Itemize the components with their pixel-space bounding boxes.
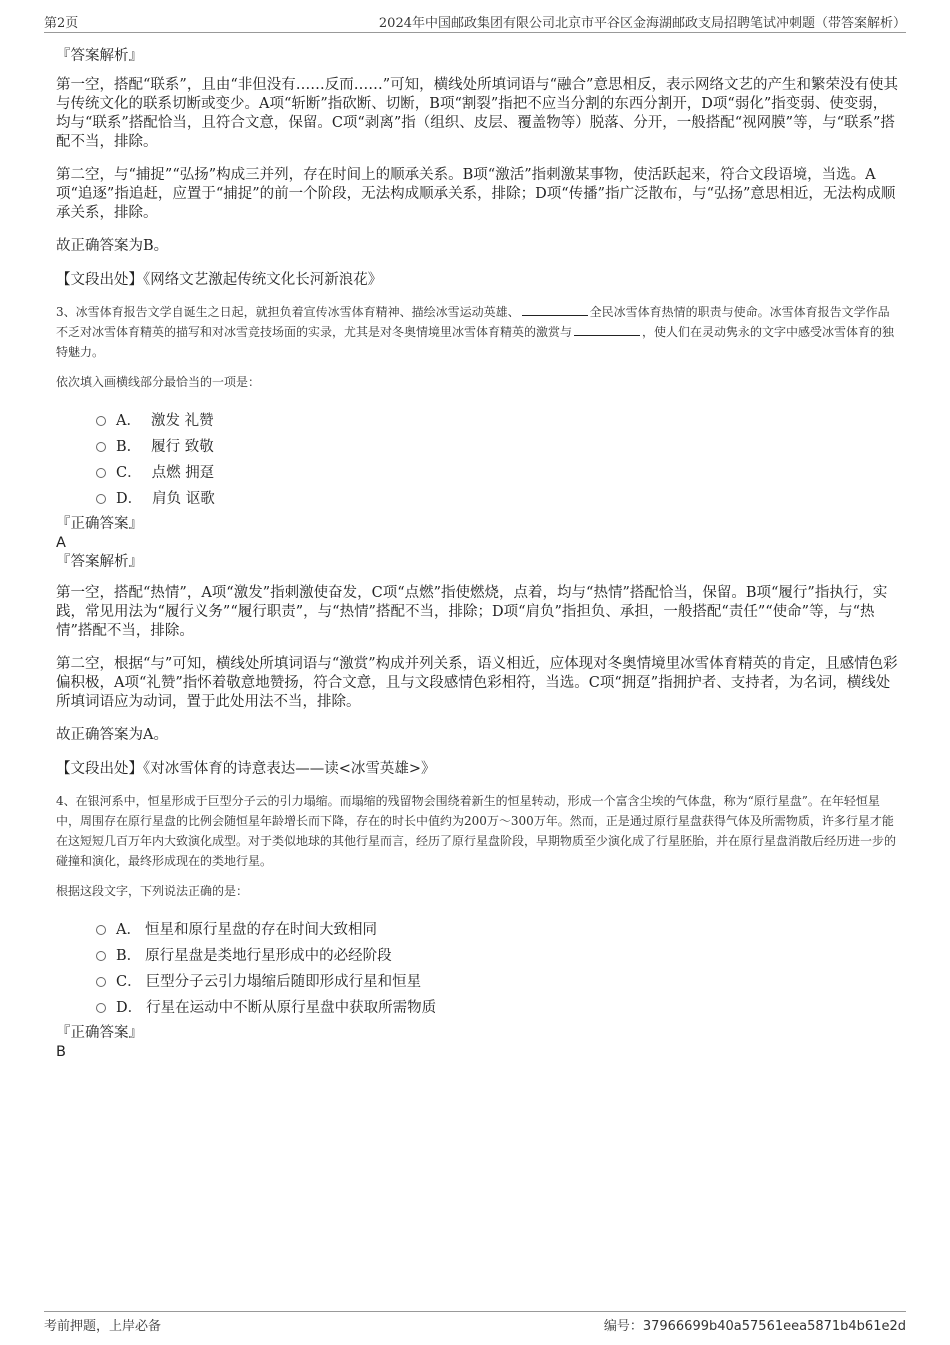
radio-icon[interactable] [96, 468, 106, 478]
code-value: 37966699b40a57561eea5871b4b61e2d [642, 1319, 906, 1334]
option-text: 原行星盘是类地行星形成中的必经阶段 [145, 947, 392, 964]
option-text: 履行 致敬 [151, 438, 214, 455]
answer-conclusion: 故正确答案为B。 [56, 238, 169, 254]
correct-answer-value: B [56, 1044, 66, 1060]
question-stem [56, 302, 900, 362]
option-text: 点燃 拥趸 [151, 464, 215, 481]
radio-icon[interactable] [96, 925, 106, 935]
option-letter: B． [116, 438, 142, 455]
option-d[interactable] [96, 993, 900, 1019]
option-letter: D． [116, 999, 143, 1016]
option-list [96, 915, 900, 1019]
page-footer [44, 1311, 906, 1334]
radio-icon[interactable] [96, 494, 106, 504]
question-instruction: 根据这段文字，下列说法正确的是： [56, 884, 249, 898]
radio-icon[interactable] [96, 951, 106, 961]
option-text: 肩负 讴歌 [152, 490, 215, 507]
option-b[interactable] [96, 432, 900, 458]
fill-blank [574, 323, 640, 336]
correct-answer-label: 『正确答案』 [56, 1025, 143, 1041]
page-content [56, 46, 900, 1061]
option-text: 巨型分子云引力塌缩后随即形成行星和恒星 [145, 973, 422, 990]
radio-icon[interactable] [96, 1003, 106, 1013]
analysis-label: 『答案解析』 [56, 554, 143, 570]
correct-answer-value: A [56, 535, 66, 551]
answer-conclusion: 故正确答案为A。 [56, 727, 168, 743]
code-label: 编号： [603, 1319, 643, 1334]
option-a[interactable] [96, 915, 900, 941]
analysis-label: 『答案解析』 [56, 48, 143, 64]
question-stem-part: 3、冰雪体育报告文学自诞生之日起，就担负着宣传冰雪体育精神、描绘冰雪运动英雄、 [56, 305, 520, 319]
option-letter: C． [116, 464, 142, 481]
question-instruction: 依次填入画横线部分最恰当的一项是： [56, 375, 261, 389]
passage-source: 【文段出处】《网络文艺激起传统文化长河新浪花》 [56, 272, 383, 288]
analysis-paragraph: 第一空，搭配“热情”，A项“激发”指刺激使奋发，C项“点燃”指使燃烧，点着，均与“热情”搭配恰当，保留。B项“履行”指执行，实践，常见用法为“履行义务”“履行职责”，与“热情”搭配不当，排除；D项“肩负”指担负、承担，一般搭配“责任”“使命”等，与“热情”搭配不当，排除。 [56, 585, 888, 639]
footer-slogan: 考前押题，上岸必备 [44, 1319, 162, 1334]
radio-icon[interactable] [96, 442, 106, 452]
question-stem-part: ，使人们在灵动隽永的文字中感受冰雪体育的独特魅力。 [56, 325, 895, 359]
analysis-paragraph: 第二空，与“捕捉”“弘扬”构成三并列，存在时间上的顺承关系。B项“激活”指刺激某事物，使活跃起来，符合文段语境，当选。A项“追逐”指追赶，应置于“捕捉”的前一个阶段，无法构成顺承关系，排除；D项“传播”指广泛散布，与“弘扬”意思相近，无法构成顺承关系，排除。 [56, 167, 896, 221]
document-title: 2024年中国邮政集团有限公司北京市平谷区金海湖邮政支局招聘笔试冲刺题（带答案解析） [378, 16, 906, 31]
page-number: 第2页 [44, 16, 79, 31]
option-d[interactable] [96, 484, 900, 510]
option-letter: A． [116, 412, 141, 429]
question-stem: 4、在银河系中，恒星形成于巨型分子云的引力塌缩。而塌缩的残留物会围绕着新生的恒星转动，形成一个富含尘埃的气体盘，称为“原行星盘”。在年轻恒星中，周围存在原行星盘的比例会随恒星年龄增长而下降，存在的时长中值约为200万～300万年。然而，正是通过原行星盘获得气体及所需物质，许多行星才能在这短短几百万年内大致演化成型。对于类似地球的其他行星而言，经历了原行星盘阶段，早期物质至少演化成了行星胚胎，并在原行星盘消散后经历进一步的碰撞和演化，最终形成现在的类地行星。 [56, 794, 897, 868]
option-letter: B． [116, 947, 142, 964]
option-a[interactable] [96, 406, 900, 432]
option-c[interactable] [96, 458, 900, 484]
option-letter: A． [116, 921, 141, 938]
passage-source: 【文段出处】《对冰雪体育的诗意表达——读<冰雪英雄>》 [56, 761, 436, 777]
document-code [604, 1315, 906, 1334]
analysis-paragraph: 第二空，根据“与”可知，横线处所填词语与“激赏”构成并列关系，语义相近，应体现对冬奥情境里冰雪体育精英的肯定，且感情色彩偏积极，A项“礼赞”指怀着敬意地赞扬，符合文意，且与文段感情色彩相符，当选。C项“拥趸”指拥护者、支持者，为名词，横线处所填词语应为动词，置于此处用法不当，排除。 [56, 656, 898, 710]
radio-icon[interactable] [96, 977, 106, 987]
radio-icon[interactable] [96, 416, 106, 426]
correct-answer-label: 『正确答案』 [56, 516, 143, 532]
fill-blank [522, 303, 588, 316]
option-text: 行星在运动中不断从原行星盘中获取所需物质 [146, 999, 437, 1016]
option-list [96, 406, 900, 510]
analysis-paragraph: 第一空，搭配“联系”，且由“非但没有……反而……”可知，横线处所填词语与“融合”意思相反，表示网络文艺的产生和繁荣没有使其与传统文化的联系切断或变少。A项“斩断”指砍断、切断，B项“割裂”指把不应当分割的东西分割开，D项“弱化”指变弱、使变弱，均与“联系”搭配恰当，且符合文意，保留。C项“剥离”指（组织、皮层、覆盖物等）脱落、分开，一般搭配“视网膜”等，与“联系”搭配不当，排除。 [56, 77, 898, 150]
option-text: 激发 礼赞 [150, 412, 214, 429]
option-letter: D． [116, 490, 143, 507]
page-header [44, 12, 906, 33]
option-text: 恒星和原行星盘的存在时间大致相同 [144, 921, 377, 938]
option-c[interactable] [96, 967, 900, 993]
question-stem-part: 全民冰雪体育热情的职责与使命。冰雪体育报告文学作品不乏对冰雪体育精英的描写和对冰雪竞技场面的实录，尤其是对冬奥情境里冰雪体育精英的激赏与 [56, 305, 890, 339]
option-letter: C． [116, 973, 142, 990]
option-b[interactable] [96, 941, 900, 967]
